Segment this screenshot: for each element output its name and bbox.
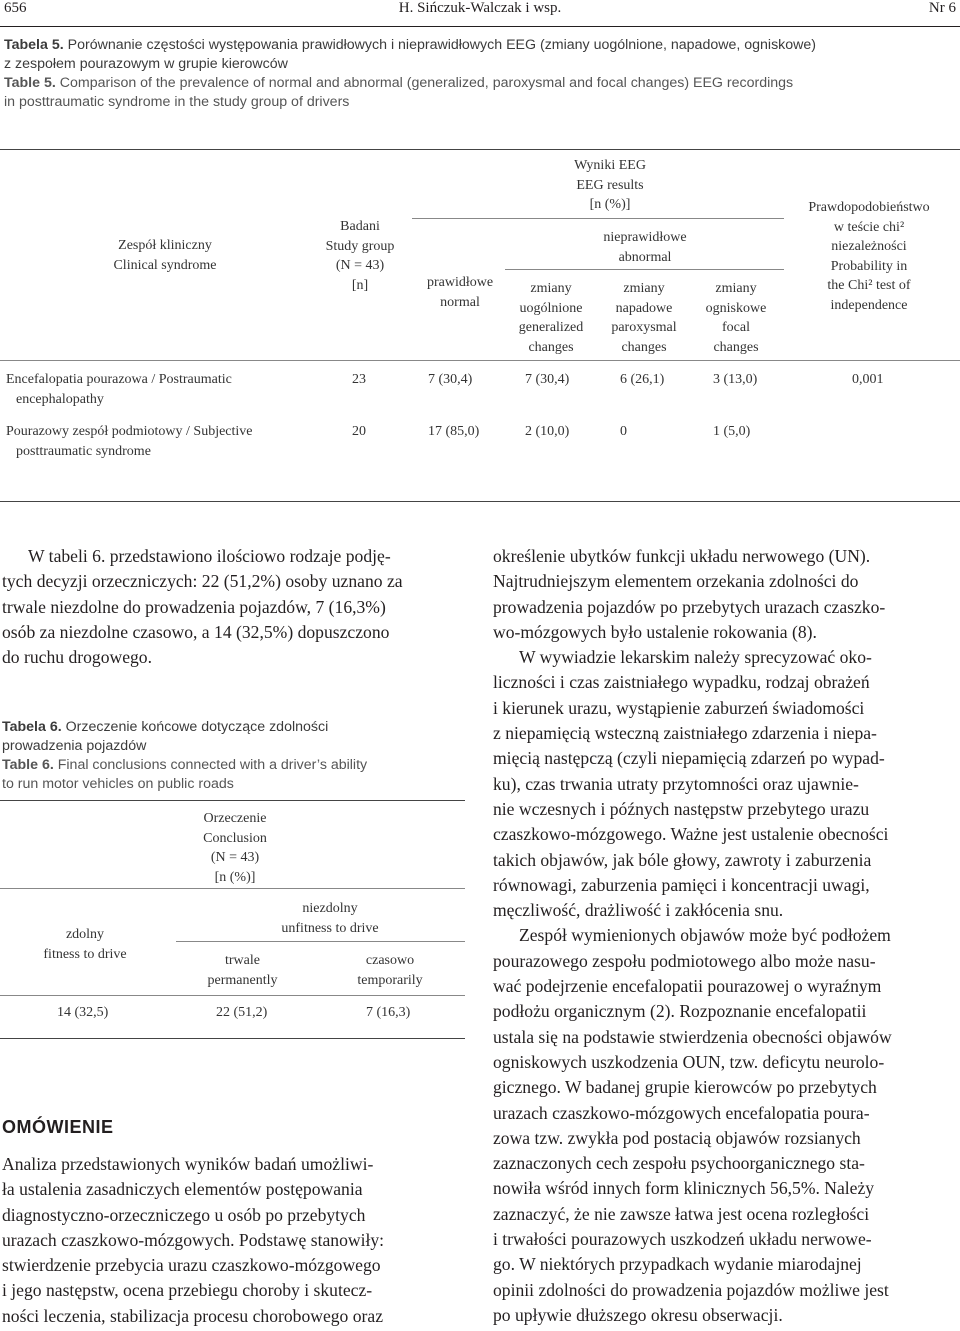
right-line: z niepamięcią wsteczną zaistniałego zdarzenia i niepa- (493, 723, 877, 744)
right-line: takich objawów, jak bóle głowy, zawroty i zaburzenia (493, 849, 872, 870)
row1-n: 23 (352, 372, 366, 387)
table6-caption (2, 718, 462, 794)
disc-line: Analiza przedstawionych wyników badań umożliwi- (2, 1154, 374, 1174)
table5-col-normal (410, 273, 510, 312)
right-column (493, 544, 956, 1328)
left-line: W tabeli 6. przedstawiono ilościowo rodzaje podję- (28, 546, 391, 566)
col-study-1: Badani (340, 219, 380, 234)
table-row (6, 422, 306, 461)
table5-col-abnormal (580, 228, 710, 267)
row2-n: 20 (352, 424, 366, 439)
left-line: osób za niezdolne czasowo, a 14 (32,5%) dopuszczono (2, 621, 390, 642)
col-syndrome-en: Clinical syndrome (113, 257, 217, 273)
col-study-2: Study group (325, 238, 395, 254)
table6-caption-en-2: to run motor vehicles on public roads (2, 776, 234, 792)
col-abnormal-pl: nieprawidłowe (603, 230, 687, 245)
col-par-3: paroxysmal (611, 320, 677, 335)
disc-line: i jego następstw, ocena przebiegu choroby i skutecz- (2, 1280, 373, 1301)
col-foc-4: changes (713, 339, 759, 355)
table5-eeg-rule (412, 218, 784, 219)
col-normal-en: normal (440, 294, 480, 310)
col-study-4: [n] (351, 277, 369, 293)
col-prob-3: niezależności (831, 239, 907, 254)
right-line: i kierunek urazu, wystąpienie zaburzeń świadomości (493, 697, 865, 718)
col-gen-4: changes (528, 339, 574, 355)
col-prob-5: the Chi² test of (827, 278, 911, 293)
table5-header-rule (0, 360, 960, 361)
issue-number: Nr 6 (928, 0, 956, 16)
left-line: do ruchu drogowego. (2, 647, 153, 668)
table5-col-generalized (503, 279, 599, 357)
table5-label-en: Table 5. (4, 75, 56, 91)
running-authors: H. Sińczuk-Walczak i wsp. (398, 0, 562, 16)
right-line: Najtrudniejszym elementem orzekania zdolności do (493, 571, 859, 592)
table6-unfit-rule (176, 941, 465, 942)
row2-paroxysmal: 0 (620, 424, 627, 439)
col-eeg-2: EEG results (576, 177, 644, 193)
right-line: gicznego. W badanej grupie kierowców po przebytych (493, 1077, 877, 1098)
disc-line: diagnostyczno-orzeczniczego u osób po przebytych (2, 1204, 366, 1225)
right-line: ku), czas trwania utraty przytomności oraz ujawnie- (493, 773, 859, 794)
disc-line: ła ustalenia zasadniczych elementów postępowania (2, 1179, 363, 1200)
right-line: czaszkowo-mózgowego. Ważne jest ustalenie obecności (493, 824, 889, 845)
header-rule (0, 26, 960, 27)
col-study-3: (N = 43) (335, 258, 385, 273)
col-gen-2: uogólnione (519, 300, 583, 316)
row1-paroxysmal: 6 (26,1) (620, 372, 665, 387)
right-line: wać podejrzenie encefalopatii pourazowej o wyraźnym (493, 976, 882, 997)
left-paragraph (2, 544, 465, 670)
running-header (0, 0, 960, 20)
col-prob-1: Prawdopodobieństwo (808, 200, 930, 215)
col-foc-1: zmiany (715, 281, 757, 296)
t6-fit-en: fitness to drive (43, 946, 127, 962)
table5-col-prob (784, 198, 954, 315)
t6-temp-pl: czasowo (365, 953, 415, 968)
table-row (6, 370, 306, 409)
right-line: i trwałości pourazowych uszkodzeń układu nerwowe- (493, 1229, 872, 1250)
t6-temp-value: 7 (16,3) (366, 1005, 411, 1020)
table6-col-perm (180, 951, 305, 990)
disc-line: ności leczenia, stabilizacja procesu chorobowego oraz (2, 1305, 384, 1326)
table6-col-fit (0, 925, 170, 964)
table5-col-eeg (500, 156, 720, 215)
table5-col-syndrome (70, 236, 260, 275)
t6-unfit-en: unfitness to drive (281, 920, 379, 936)
right-line: mięcią następczą (czyli niepamięcią zdarzeń po wypad- (493, 748, 885, 769)
col-prob-2: w teście chi² (833, 219, 905, 235)
table5-caption-pl-1: Porównanie częstości występowania prawidłowych i nieprawidłowych EEG (zmiany uogólnione, napadowe, ogniskowe) (67, 37, 817, 53)
row2-generalized: 2 (10,0) (525, 424, 570, 439)
col-par-2: napadowe (615, 300, 673, 316)
table6-label-en: Table 6. (2, 757, 54, 773)
t6-fit-pl: zdolny (65, 927, 105, 942)
t6-unfit-pl: niezdolny (302, 901, 358, 916)
right-line: równowagi, zaburzenia pamięci i koncentracji uwagi, (493, 874, 870, 895)
col-gen-1: zmiany (530, 281, 572, 296)
col-prob-4: Probability in (830, 258, 908, 274)
t6-perm-value: 22 (51,2) (216, 1005, 268, 1020)
right-line: określenie ubytków funkcji układu nerwowego (UN). (493, 546, 871, 566)
right-line: liczności i czas zaistniałego wypadku, rodzaj obrażeń (493, 672, 870, 693)
col-eeg-3: [n (%)] (589, 197, 631, 212)
right-line: pourazowego zespołu podmiotowego albo może nasu- (493, 950, 876, 971)
right-line: męczliwość, drażliwość i zakłócenia snu. (493, 900, 784, 921)
t6-perm-en: permanently (207, 972, 278, 988)
col-prob-6: independence (830, 297, 908, 313)
col-eeg-1: Wyniki EEG (574, 158, 646, 173)
right-line: zaznaczonych cech zespołu psychoorganicznego sta- (493, 1153, 865, 1174)
col-normal-pl: prawidłowe (426, 275, 494, 290)
row1-focal: 3 (13,0) (713, 372, 758, 387)
right-line: W wywiadzie lekarskim należy sprecyzować oko- (519, 647, 872, 668)
t6-conc-2: Conclusion (203, 830, 267, 846)
table6-caption-pl-1: Orzeczenie końcowe dotyczące zdolności (65, 719, 329, 735)
table5-caption-en-1: Comparison of the prevalence of normal and abnormal (generalized, paroxysmal and focal changes) EEG recordings (59, 75, 794, 91)
table6-header-rule (0, 995, 465, 996)
right-line: zowa tzw. zwykła pod postacią objawów rozsianych (493, 1127, 861, 1148)
table5-col-focal (688, 279, 784, 357)
row2-normal: 17 (85,0) (428, 424, 480, 439)
row2-label-cont: posttraumatic syndrome (16, 443, 151, 459)
row1-label: Encefalopatia pourazowa / Postraumatic (6, 372, 232, 387)
table5-abnormal-rule (505, 269, 784, 270)
t6-fit-value: 14 (32,5) (57, 1005, 109, 1020)
t6-conc-1: Orzeczenie (203, 811, 267, 826)
col-syndrome-pl: Zespół kliniczny (118, 238, 212, 253)
right-line: wo-mózgowych było ustalenie rokowania (8). (493, 621, 817, 642)
right-line: Zespół wymienionych objawów może być podłożem (519, 925, 891, 946)
disc-line: stwierdzenie przebycia urazu czaszkowo-mózgowego (2, 1255, 381, 1276)
right-line: zaznaczyć, że nie zawsze łatwa jest ocena rozległości (493, 1203, 870, 1224)
table6-label-pl: Tabela 6. (2, 719, 62, 735)
table6-caption-pl-2: prowadzenia pojazdów (2, 738, 147, 754)
discussion-paragraph (2, 1152, 465, 1329)
col-abnormal-en: abnormal (618, 249, 672, 265)
right-line: nie wczesnych i późnych następstw przebytego urazu (493, 798, 870, 819)
right-line: po upływie dłuższego okresu obserwacji. (493, 1304, 783, 1325)
t6-perm-pl: trwale (225, 953, 260, 968)
row2-label: Pourazowy zespół podmiotowy / Subjective (6, 424, 253, 439)
right-line: ogniskowych uszkodzenia OUN, tzw. deficytu neurolo- (493, 1051, 885, 1072)
table6-col-unfit (240, 899, 420, 938)
table5-top-rule (0, 149, 960, 150)
left-line: trwale niezdolne do prowadzenia pojazdów, 7 (16,3%) (2, 596, 386, 617)
row1-label-cont: encephalopathy (16, 391, 104, 407)
table5-caption (4, 36, 954, 112)
right-line: prowadzenia pojazdów po przebytych urazach czaszko- (493, 596, 886, 617)
row1-normal: 7 (30,4) (428, 372, 473, 387)
page-number: 656 (4, 0, 27, 16)
row1-p: 0,001 (852, 372, 884, 387)
col-par-4: changes (621, 339, 667, 355)
table6-top-rule (0, 800, 465, 801)
col-gen-3: generalized (518, 320, 584, 335)
right-line: ustala się na podstawie stwierdzenia obecności objawów (493, 1026, 892, 1047)
col-foc-3: focal (722, 320, 750, 335)
right-line: nowiła wśród innych form klinicznych 56,5%. Należy (493, 1178, 875, 1199)
right-line: go. W niektórych przypadkach wydanie miarodajnej (493, 1254, 862, 1275)
table6-col-conclusion (160, 809, 310, 887)
table6-col-temp (330, 951, 450, 990)
col-foc-2: ogniskowe (705, 300, 767, 316)
table5-bottom-rule (0, 501, 960, 502)
right-line: podłożu organicznym (2). Rozpoznanie encefalopatii (493, 1001, 867, 1022)
right-line: opinii zdolności do prowadzenia pojazdów możliwe jest (493, 1279, 889, 1300)
section-heading: OMÓWIENIE (2, 1117, 114, 1137)
table5-label-pl: Tabela 5. (4, 37, 64, 53)
table5-caption-en-2: in posttraumatic syndrome in the study group of drivers (4, 94, 350, 110)
col-par-1: zmiany (623, 281, 665, 296)
left-line: tych decyzji orzeczniczych: 22 (51,2%) osoby uznano za (2, 571, 403, 592)
table5-col-paroxysmal (596, 279, 692, 357)
disc-line: urazach czaszkowo-mózgowych. Podstawę stanowiły: (2, 1229, 385, 1250)
row2-focal: 1 (5,0) (713, 424, 751, 439)
table6-bottom-rule (0, 1038, 465, 1039)
table6-caption-en-1: Final conclusions connected with a driver’s ability (57, 757, 368, 773)
table5-caption-pl-2: z zespołem pourazowym w grupie kierowców (4, 56, 288, 72)
row1-generalized: 7 (30,4) (525, 372, 570, 387)
t6-conc-4: [n (%)] (214, 869, 256, 885)
table6-conclusion-rule (0, 888, 465, 889)
t6-conc-3: (N = 43) (210, 850, 260, 865)
table5-col-study (290, 217, 430, 295)
right-line: urazach czaszkowo-mózgowych encefalopatia poura- (493, 1102, 870, 1123)
t6-temp-en: temporarily (357, 972, 423, 988)
